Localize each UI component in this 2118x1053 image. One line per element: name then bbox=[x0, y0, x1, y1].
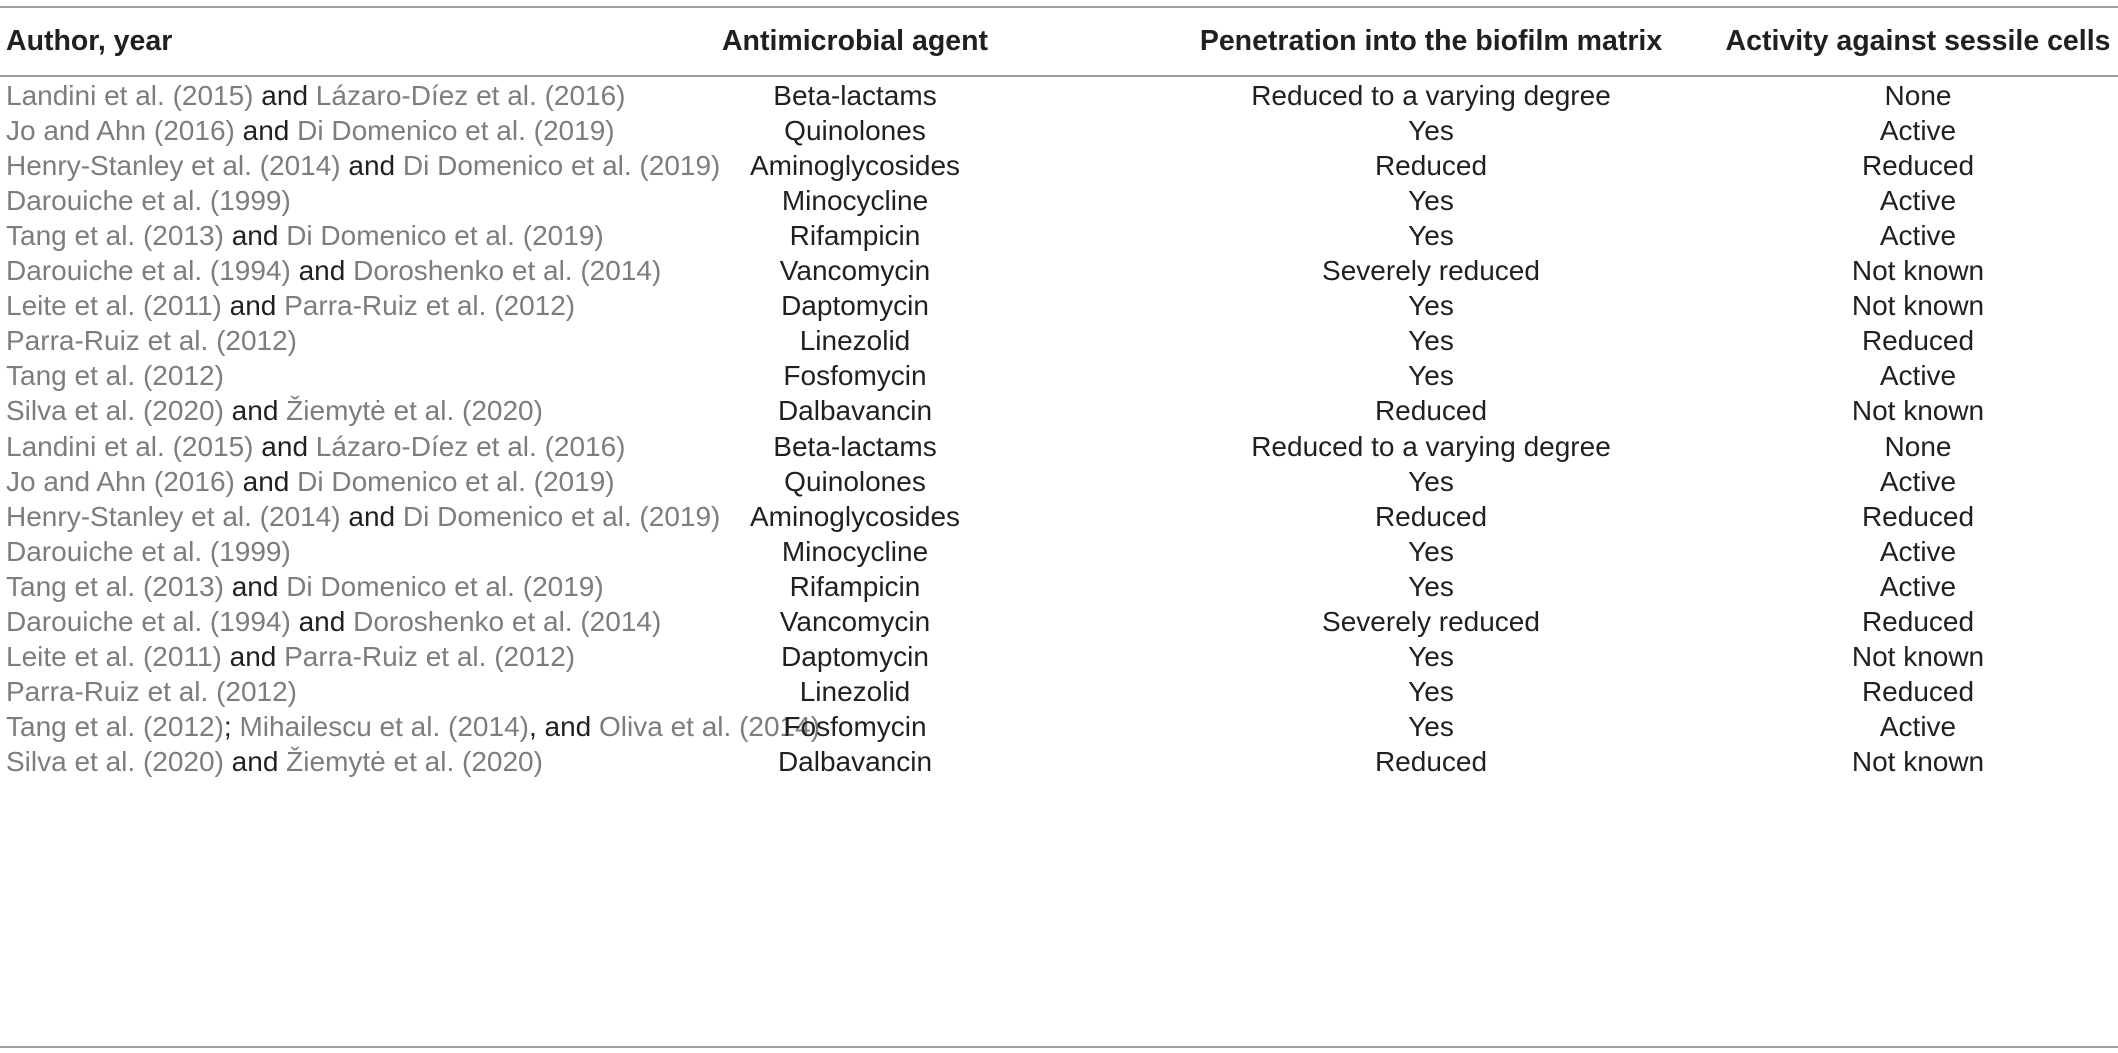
reference-link[interactable]: Darouiche et al. (1994) bbox=[6, 255, 291, 286]
reference-link[interactable]: Henry-Stanley et al. (2014) bbox=[6, 500, 341, 532]
reference-link[interactable]: Parra-Ruiz et al. (2012) bbox=[284, 290, 576, 322]
header-penetration: Penetration into the biofilm matrix bbox=[1199, 24, 1663, 57]
penetration-cell: Yes bbox=[1408, 570, 1454, 602]
penetration-cell: Reduced bbox=[1374, 746, 1488, 778]
conjunction-text: ; bbox=[223, 711, 240, 743]
reference-link[interactable]: Jo and Ahn (2016) bbox=[6, 465, 235, 497]
activity-cell: None bbox=[1884, 79, 1952, 111]
activity-cell: Active bbox=[1879, 535, 1957, 567]
activity-cell: Active bbox=[1879, 184, 1957, 216]
antimicrobial-agent-cell: Beta-lactams bbox=[773, 79, 937, 111]
antimicrobial-agent-cell: Minocycline bbox=[781, 535, 929, 567]
reference-link[interactable]: Tang et al. (2012) bbox=[6, 711, 224, 743]
reference-link[interactable]: Landini et al. (2015) bbox=[6, 79, 254, 111]
table-header-row bbox=[0, 13, 2118, 69]
activity-cell: Reduced bbox=[1861, 676, 1975, 708]
penetration-cell: Yes bbox=[1408, 360, 1454, 392]
table-top-rule bbox=[0, 6, 2118, 8]
penetration-cell: Yes bbox=[1408, 711, 1454, 743]
penetration-cell: Severely reduced bbox=[1322, 255, 1540, 286]
antimicrobial-agent-cell: Vancomycin bbox=[779, 606, 931, 637]
activity-cell: Reduced bbox=[1861, 500, 1975, 532]
conjunction-text: , and bbox=[528, 711, 600, 743]
author-year-cell bbox=[6, 739, 543, 786]
conjunction-text: and bbox=[340, 500, 403, 532]
reference-link[interactable]: Tang et al. (2013) bbox=[6, 570, 224, 602]
penetration-cell: Reduced bbox=[1374, 395, 1488, 427]
reference-link[interactable]: Doroshenko et al. (2014) bbox=[353, 255, 662, 286]
reference-link[interactable]: Žiemytė et al. (2020) bbox=[286, 746, 543, 778]
reference-link[interactable]: Silva et al. (2020) bbox=[6, 395, 224, 427]
activity-cell: Reduced bbox=[1861, 606, 1975, 637]
penetration-cell: Yes bbox=[1408, 325, 1454, 357]
header-author-year: Author, year bbox=[6, 24, 173, 57]
conjunction-text: and bbox=[223, 570, 287, 602]
conjunction-text: and bbox=[221, 641, 285, 673]
penetration-cell: Yes bbox=[1408, 114, 1454, 146]
antimicrobial-agent-cell: Vancomycin bbox=[779, 255, 931, 286]
reference-link[interactable]: Leite et al. (2011) bbox=[6, 641, 222, 673]
reference-link[interactable]: Mihailescu et al. (2014) bbox=[239, 711, 529, 743]
conjunction-text: and bbox=[253, 430, 316, 462]
penetration-cell: Reduced bbox=[1374, 500, 1488, 532]
reference-link[interactable]: Darouiche et al. (1999) bbox=[6, 535, 291, 567]
conjunction-text: and bbox=[223, 395, 287, 427]
reference-link[interactable]: Henry-Stanley et al. (2014) bbox=[6, 149, 341, 181]
antimicrobial-agent-cell: Quinolones bbox=[784, 465, 926, 497]
activity-cell: Active bbox=[1879, 570, 1957, 602]
reference-link[interactable]: Parra-Ruiz et al. (2012) bbox=[6, 676, 298, 708]
conjunction-text: and bbox=[234, 114, 298, 146]
reference-link[interactable]: Tang et al. (2012) bbox=[6, 360, 224, 392]
penetration-cell: Yes bbox=[1408, 184, 1454, 216]
header-activity: Activity against sessile cells bbox=[1725, 24, 2111, 57]
activity-cell: Active bbox=[1879, 114, 1957, 146]
activity-cell: Not known bbox=[1851, 746, 1985, 778]
antimicrobial-agent-cell: Rifampicin bbox=[789, 219, 921, 251]
reference-link[interactable]: Lázaro-Díez et al. (2016) bbox=[315, 79, 626, 111]
reference-link[interactable]: Parra-Ruiz et al. (2012) bbox=[6, 325, 298, 357]
reference-link[interactable]: Jo and Ahn (2016) bbox=[6, 114, 235, 146]
reference-link[interactable]: Darouiche et al. (1999) bbox=[6, 184, 291, 216]
conjunction-text: and bbox=[290, 255, 354, 286]
reference-link[interactable]: Parra-Ruiz et al. (2012) bbox=[284, 641, 576, 673]
antimicrobial-agent-cell: Linezolid bbox=[799, 325, 911, 357]
table-row bbox=[0, 739, 2118, 786]
penetration-cell: Reduced to a varying degree bbox=[1251, 79, 1611, 111]
penetration-cell: Yes bbox=[1408, 641, 1454, 673]
antimicrobial-agent-cell: Linezolid bbox=[799, 676, 911, 708]
reference-link[interactable]: Tang et al. (2013) bbox=[6, 219, 224, 251]
antimicrobial-agent-cell: Rifampicin bbox=[789, 570, 921, 602]
reference-link[interactable]: Lázaro-Díez et al. (2016) bbox=[315, 430, 626, 462]
activity-cell: Reduced bbox=[1861, 149, 1975, 181]
activity-cell: Active bbox=[1879, 465, 1957, 497]
penetration-cell: Reduced to a varying degree bbox=[1251, 430, 1611, 462]
antimicrobial-agent-cell: Minocycline bbox=[781, 184, 929, 216]
antimicrobial-agent-cell: Fosfomycin bbox=[783, 711, 927, 743]
activity-cell: Active bbox=[1879, 360, 1957, 392]
antimicrobial-agent-cell: Aminoglycosides bbox=[749, 149, 961, 181]
reference-link[interactable]: Žiemytė et al. (2020) bbox=[286, 395, 543, 427]
penetration-cell: Yes bbox=[1408, 290, 1454, 322]
antimicrobial-agent-cell: Daptomycin bbox=[781, 641, 929, 673]
penetration-cell: Severely reduced bbox=[1322, 606, 1540, 637]
conjunction-text: and bbox=[234, 465, 298, 497]
antimicrobial-agent-cell: Aminoglycosides bbox=[749, 500, 961, 532]
activity-cell: Reduced bbox=[1861, 325, 1975, 357]
header-antimicrobial-agent: Antimicrobial agent bbox=[721, 24, 989, 57]
antimicrobial-agent-cell: Daptomycin bbox=[781, 290, 929, 322]
activity-cell: Active bbox=[1879, 219, 1957, 251]
antimicrobial-agent-cell: Quinolones bbox=[784, 114, 926, 146]
reference-link[interactable]: Landini et al. (2015) bbox=[6, 430, 254, 462]
reference-link[interactable]: Di Domenico et al. (2019) bbox=[297, 114, 615, 146]
penetration-cell: Yes bbox=[1408, 219, 1454, 251]
reference-link[interactable]: Doroshenko et al. (2014) bbox=[353, 606, 662, 637]
penetration-cell: Yes bbox=[1408, 535, 1454, 567]
reference-link[interactable]: Silva et al. (2020) bbox=[6, 746, 224, 778]
conjunction-text: and bbox=[253, 79, 316, 111]
reference-link[interactable]: Di Domenico et al. (2019) bbox=[297, 465, 615, 497]
reference-link[interactable]: Oliva et al. (2014) bbox=[599, 711, 821, 743]
penetration-cell: Yes bbox=[1408, 465, 1454, 497]
conjunction-text: and bbox=[221, 290, 285, 322]
activity-cell: None bbox=[1884, 430, 1952, 462]
activity-cell: Not known bbox=[1851, 255, 1985, 286]
antimicrobial-agent-cell: Beta-lactams bbox=[773, 430, 937, 462]
penetration-cell: Yes bbox=[1408, 676, 1454, 708]
conjunction-text: and bbox=[223, 219, 287, 251]
reference-link[interactable]: Leite et al. (2011) bbox=[6, 290, 222, 322]
activity-cell: Not known bbox=[1851, 290, 1985, 322]
conjunction-text: and bbox=[290, 606, 354, 637]
table-bottom-rule bbox=[0, 1046, 2118, 1048]
reference-link[interactable]: Darouiche et al. (1994) bbox=[6, 606, 291, 637]
activity-cell: Active bbox=[1879, 711, 1957, 743]
activity-cell: Not known bbox=[1851, 641, 1985, 673]
reference-link[interactable]: Di Domenico et al. (2019) bbox=[286, 570, 604, 602]
penetration-cell: Reduced bbox=[1374, 149, 1488, 181]
reference-link[interactable]: Di Domenico et al. (2019) bbox=[402, 149, 721, 181]
antimicrobial-agent-cell: Fosfomycin bbox=[783, 360, 927, 392]
activity-cell: Not known bbox=[1851, 395, 1985, 427]
antimicrobial-agent-cell: Dalbavancin bbox=[777, 395, 933, 427]
conjunction-text: and bbox=[340, 149, 403, 181]
antimicrobial-agent-cell: Dalbavancin bbox=[777, 746, 933, 778]
reference-link[interactable]: Di Domenico et al. (2019) bbox=[402, 500, 721, 532]
conjunction-text: and bbox=[223, 746, 287, 778]
reference-link[interactable]: Di Domenico et al. (2019) bbox=[286, 219, 604, 251]
